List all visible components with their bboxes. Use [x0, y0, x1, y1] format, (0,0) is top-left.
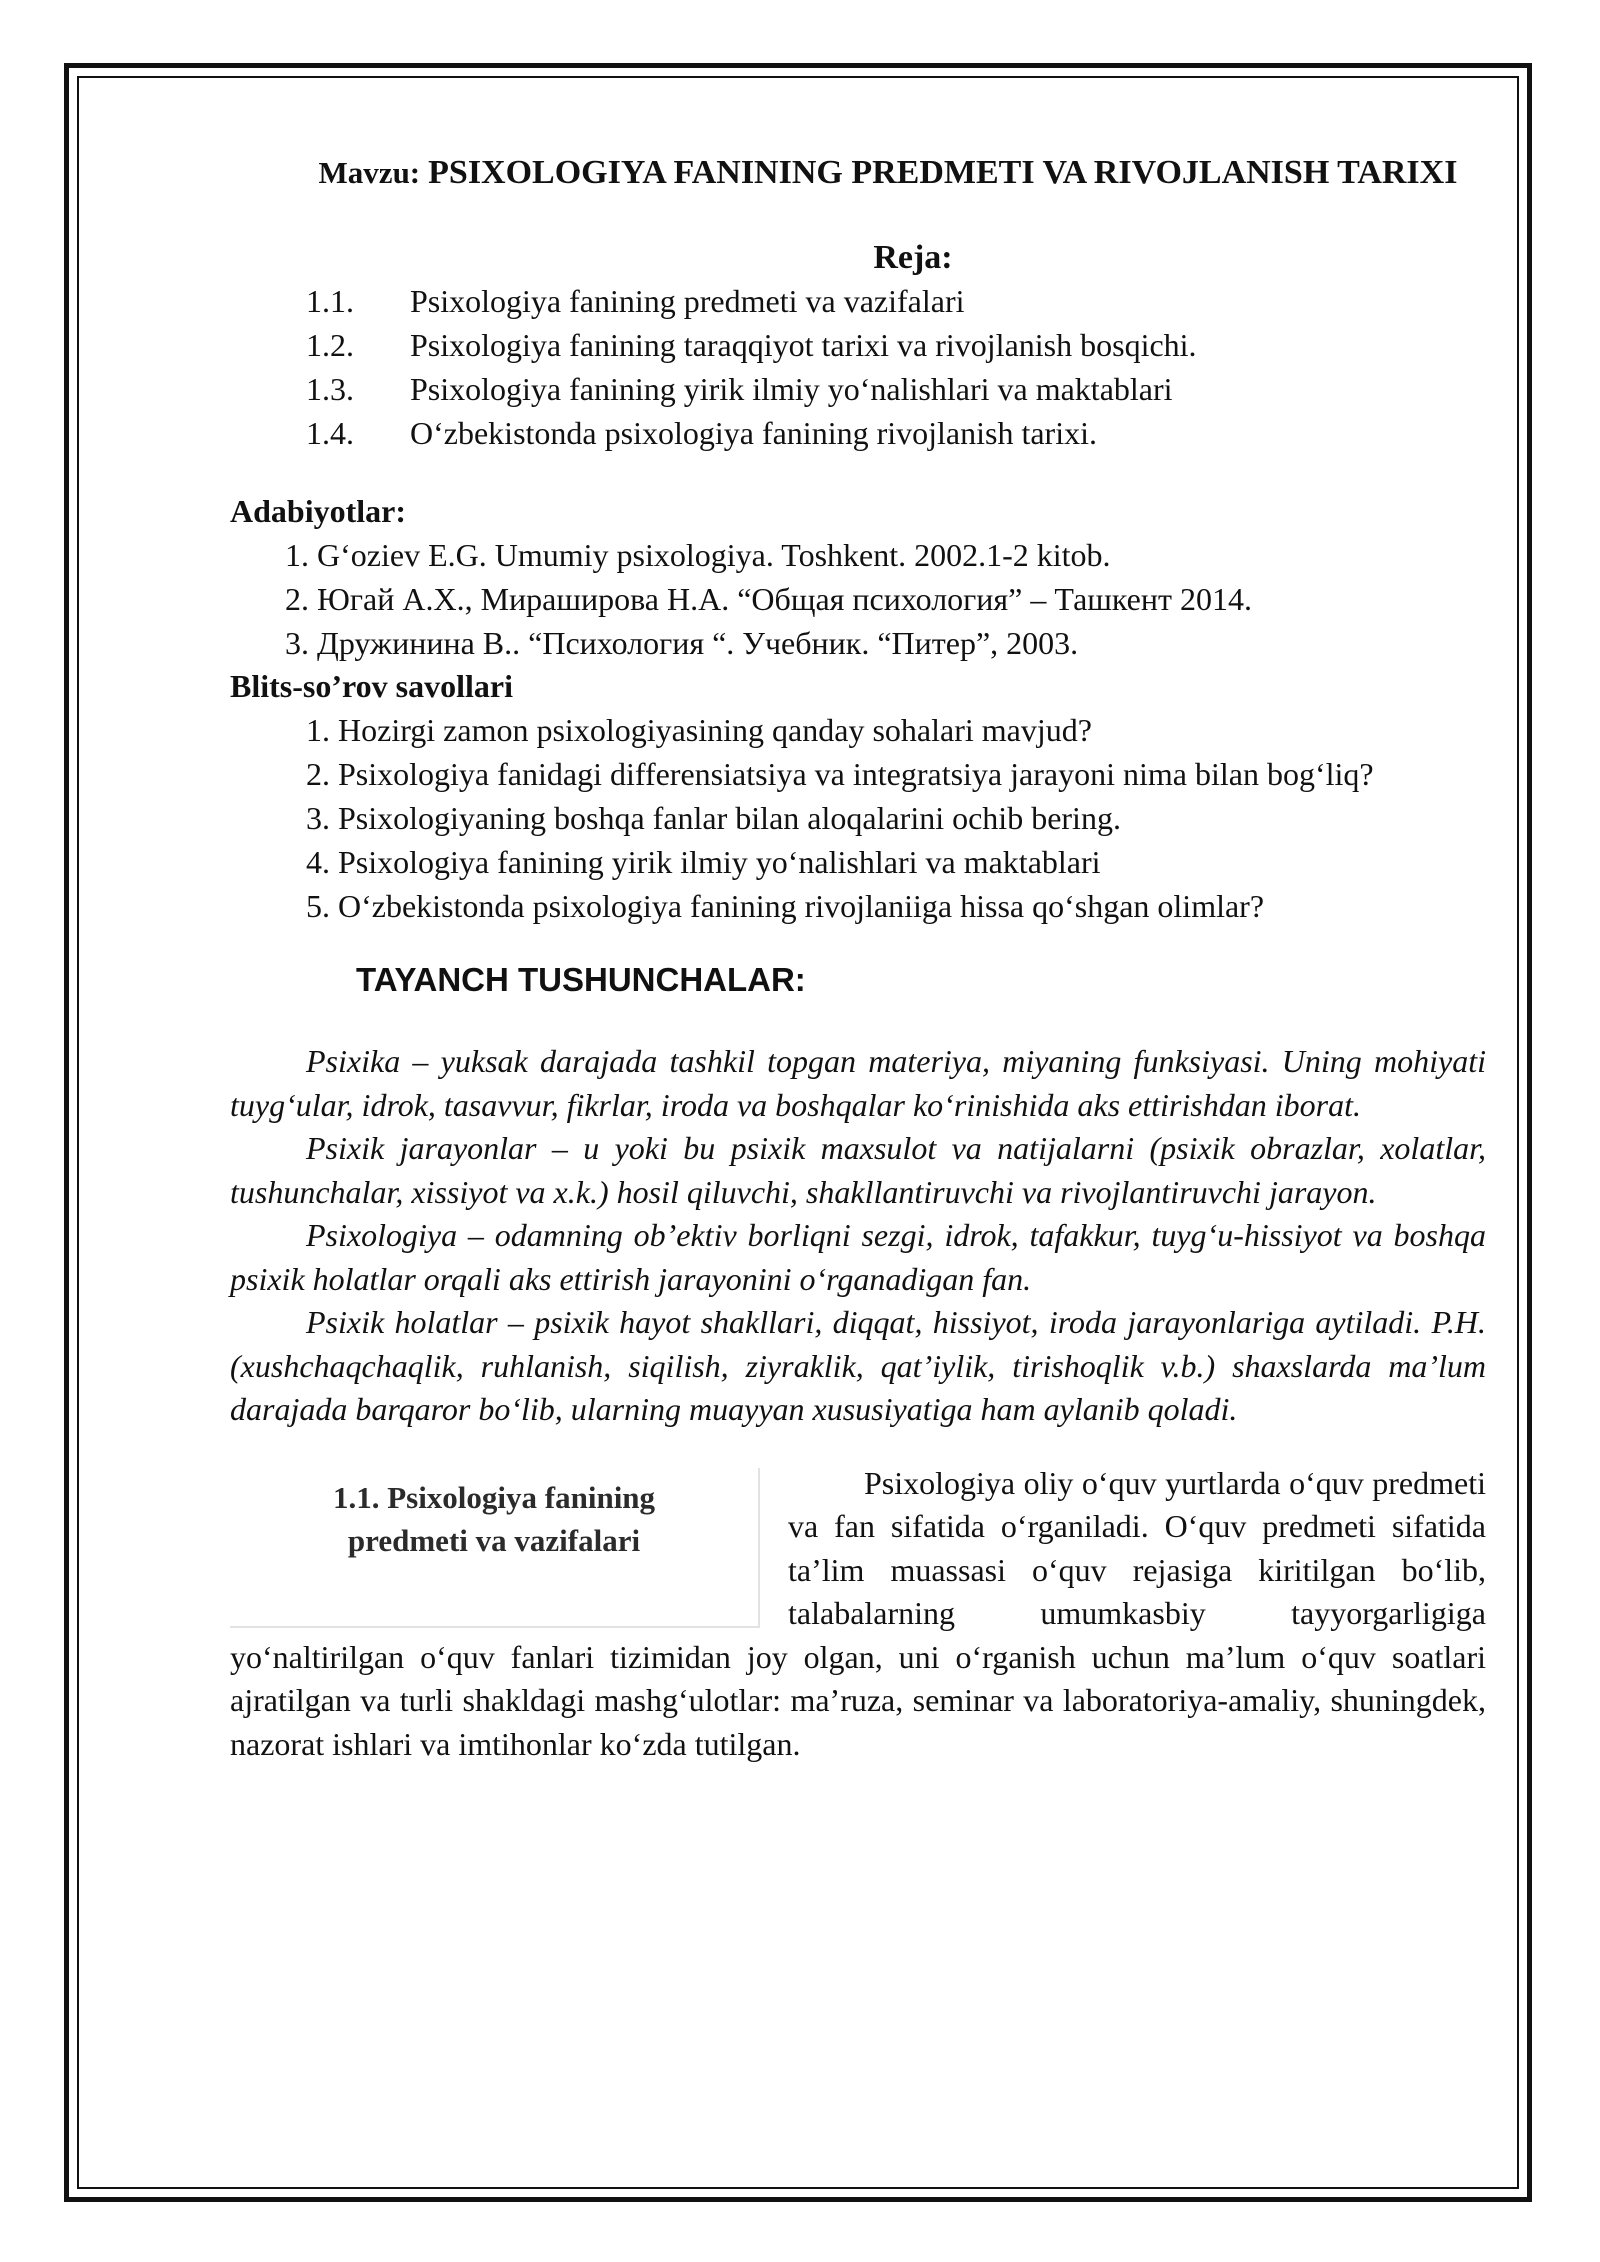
blits-question: 2. Psixologiya fanidagi differensiatsiya va integratsiya jarayoni nima bilan bog‘liq? [306, 756, 1374, 792]
document-body [230, 150, 1486, 1766]
definition-paragraph: Psixik holatlar – psixik hayot shakllari, diqqat, hissiyot, iroda jarayonlariga aytiladi. P.H. (xushchaqchaqlik, ruhlanish, siqilish, ziyraklik, qat’iylik, tirishoqlik v.b.) shaxslarda ma’lum darajada barqaror bo‘lib, ularning muayyan xususiyatiga ham aylanib qoladi. [230, 1304, 1486, 1427]
definition-paragraph: Psixika – yuksak darajada tashkil topgan materiya, miyaning funksiyasi. Uning mohiyati tuyg‘ular, idrok, tasavvur, fikrlar, iroda va boshqalar ko‘rinishida aks ettirishdan iborat. [230, 1043, 1486, 1123]
page-title [230, 150, 1486, 195]
literature-item: 3. Дружинина В.. “Психология “. Учебник. “Питер”, 2003. [285, 625, 1079, 661]
section-paragraph: Psixologiya oliy o‘quv yurtlarda o‘quv predmeti va fan sifatida o‘rganiladi. O‘quv predmeti sifatida ta’lim muassasi o‘quv rejasiga kiritilgan bo‘lib, talabalarning umumkasbiy tayyorgarligiga yo‘naltirilgan o‘quv fanlari tizimidan joy olgan, uni o‘rganish uchun ma’lum o‘quv soatlari ajratilgan va turli shakldagi mashg‘ulotlar: ma’ruza, seminar va laboratoriya-amaliy, shuningdek, nazorat ishlari va imtihonlar ko‘zda tutilgan. [230, 1464, 1486, 1762]
plan-item [230, 411, 1486, 455]
plan-item [230, 367, 1486, 411]
plan-item-text: O‘zbekistonda psixologiya fanining rivojlanish tarixi. [410, 415, 1097, 451]
plan-item-number: 1.3. [306, 371, 354, 407]
literature-item: 2. Югай А.Х., Мираширова Н.А. “Общая психология” – Ташкент 2014. [285, 581, 1252, 617]
plan-item-text: Psixologiya fanining yirik ilmiy yo‘nalishlari va maktablari [410, 371, 1173, 407]
blits-heading: Blits-so’rov savollari [230, 668, 513, 704]
blits-question: 3. Psixologiyaning boshqa fanlar bilan aloqalarini ochib bering. [306, 800, 1121, 836]
literature-item: 1. G‘oziev E.G. Umumiy psixologiya. Toshkent. 2002.1-2 kitob. [285, 537, 1111, 573]
plan-item-number: 1.4. [306, 415, 354, 451]
plan-item [230, 279, 1486, 323]
section-heading-line: 1.1. Psixologiya fanining [332, 1479, 656, 1515]
definition-paragraph: Psixologiya – odamning ob’ektiv borliqni sezgi, idrok, tafakkur, tuyg‘u-hissiyot va boshqa psixik holatlar orqali aks ettirish jarayonini o‘rganadigan fan. [230, 1217, 1486, 1297]
section-heading-box [230, 1468, 760, 1628]
section-heading-line: predmeti va vazifalari [347, 1523, 641, 1558]
key-concepts-heading: TAYANCH TUSHUNCHALAR: [356, 961, 806, 998]
section-1-1 [230, 1462, 1486, 1767]
blits-question: 4. Psixologiya fanining yirik ilmiy yo‘nalishlari va maktablari [306, 844, 1101, 880]
plan-list [230, 279, 1486, 455]
plan-item-text: Psixologiya fanining taraqqiyot tarixi va rivojlanish bosqichi. [410, 327, 1197, 363]
plan-item-number: 1.1. [306, 283, 354, 319]
literature-list [230, 533, 1486, 665]
blits-question: 5. O‘zbekistonda psixologiya fanining rivojlaniiga hissa qo‘shgan olimlar? [306, 888, 1265, 924]
blits-question: 1. Hozirgi zamon psixologiyasining qanday sohalari mavjud? [306, 712, 1092, 748]
plan-item-number: 1.2. [306, 327, 354, 363]
definition-paragraph: Psixik jarayonlar – u yoki bu psixik maxsulot va natijalarni (psixik obrazlar, xolatlar, tushunchalar, xissiyot va x.k.) hosil qiluvchi, shakllantiruvchi va rivojlantiruvchi jarayon. [230, 1130, 1486, 1210]
plan-heading: Reja: [873, 239, 953, 276]
literature-heading: Adabiyotlar: [230, 493, 406, 529]
title-main: PSIXOLOGIYA FANINING PREDMETI VA RIVOJLANISH TARIXI [428, 154, 1458, 191]
plan-item-text: Psixologiya fanining predmeti va vazifalari [410, 283, 965, 319]
plan-item [230, 323, 1486, 367]
title-prefix: Mavzu: [318, 155, 421, 190]
